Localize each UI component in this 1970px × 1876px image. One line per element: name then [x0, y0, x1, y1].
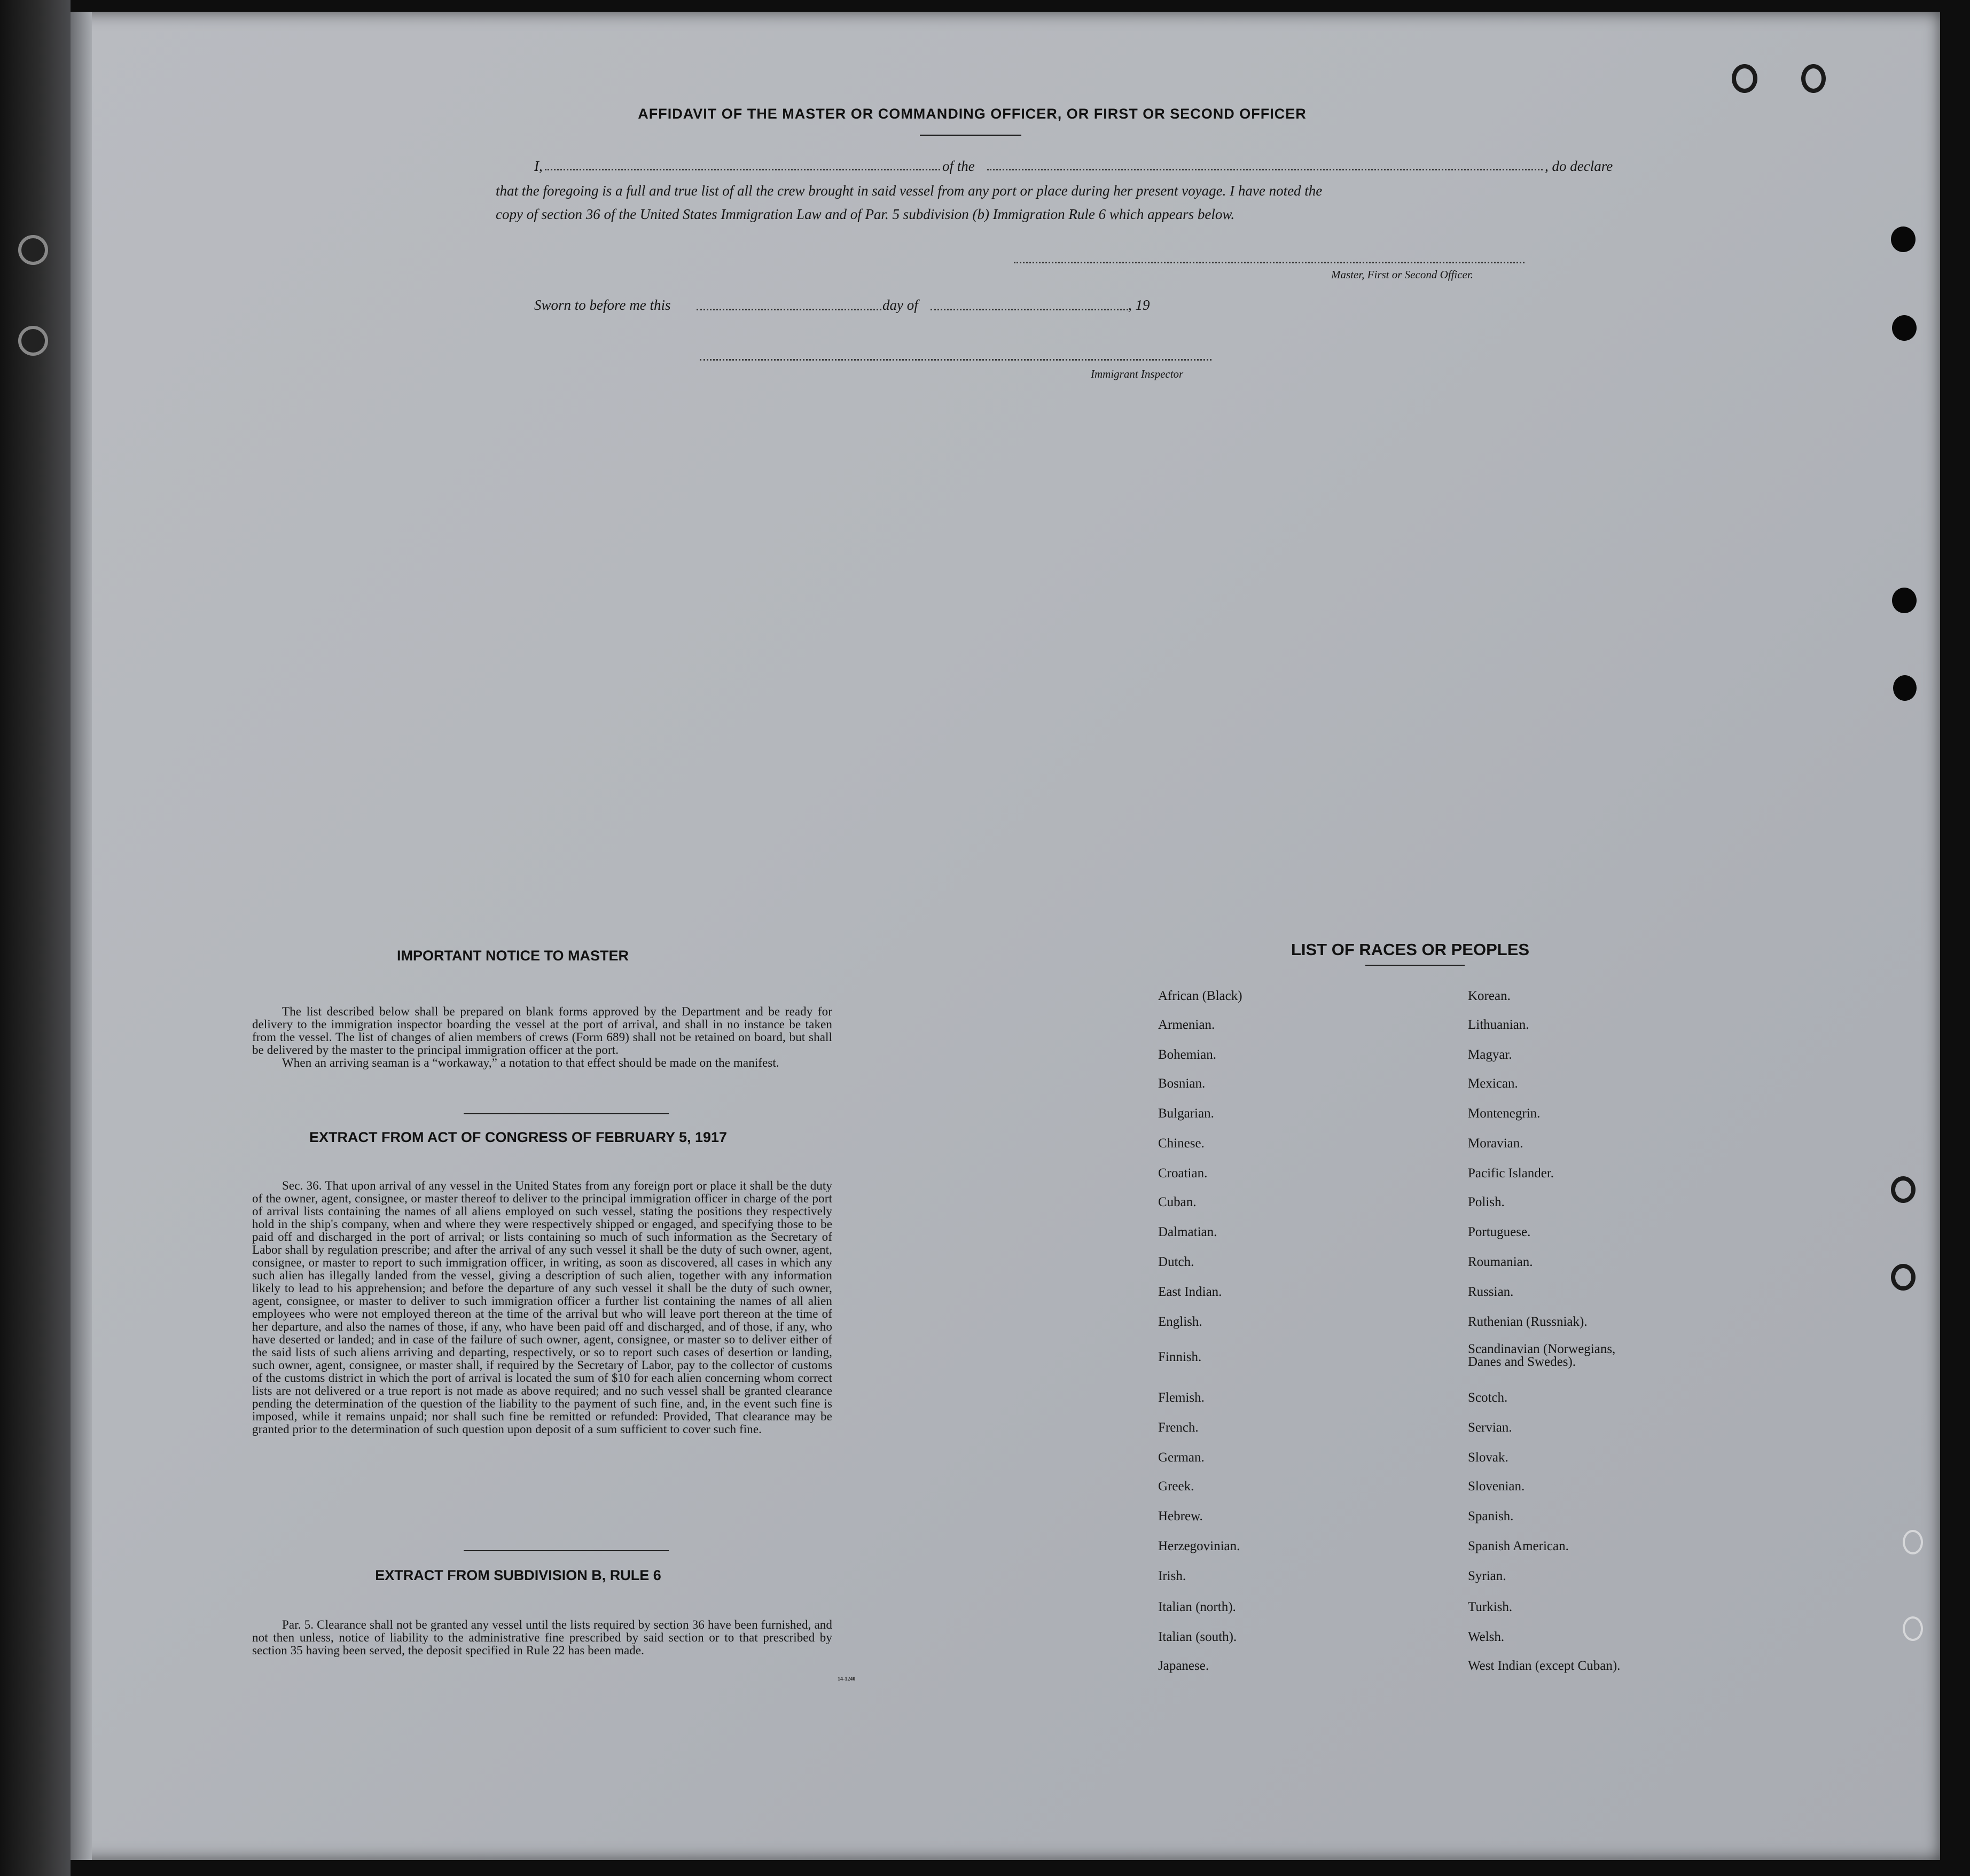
race-item: Spanish. — [1468, 1509, 1514, 1523]
affidavit-line-2: that the foregoing is a full and true list of all the crew brought in said vessel from any port or place during her present voyage. I have noted the — [496, 183, 1323, 199]
affidavit-title: AFFIDAVIT OF THE MASTER OR COMMANDING OFFICER, OR FIRST OR SECOND OFFICER — [638, 106, 1307, 122]
race-item: Cuban. — [1158, 1195, 1197, 1209]
race-item: Italian (south). — [1158, 1630, 1237, 1644]
manifest-page — [71, 12, 1940, 1860]
race-item: Portuguese. — [1468, 1225, 1531, 1239]
race-item: Finnish. — [1158, 1350, 1202, 1364]
officer-signature-line — [1014, 262, 1525, 263]
section-divider — [464, 1113, 669, 1114]
race-item: Korean. — [1468, 989, 1511, 1003]
race-item: Bohemian. — [1158, 1048, 1217, 1062]
affidavit-of-the-label: of the — [942, 158, 975, 174]
race-item: Armenian. — [1158, 1018, 1215, 1032]
punch-hole-icon — [1891, 226, 1916, 252]
page-edge-shadow — [71, 12, 92, 1860]
race-item: Syrian. — [1468, 1569, 1506, 1583]
section-divider — [464, 1550, 669, 1551]
race-item: Russian. — [1468, 1285, 1514, 1299]
race-item: Herzegovinian. — [1158, 1539, 1240, 1553]
race-item: Bulgarian. — [1158, 1106, 1214, 1121]
race-item: Turkish. — [1468, 1600, 1513, 1614]
affidavit-line-3: copy of section 36 of the United States Immigration Law and of Par. 5 subdivision (b) Immigration Rule 6 which appears below. — [496, 206, 1235, 222]
vessel-blank-line — [987, 169, 1543, 170]
race-item: Dalmatian. — [1158, 1225, 1217, 1239]
binder-ring-icon — [18, 326, 48, 356]
punch-hole-icon — [1801, 64, 1826, 93]
par-5-text: Par. 5. Clearance shall not be granted any vessel until the lists required by section 36 have been furnished, and not then unless, notice of liability to the administrative fine prescribed by said section or to that prescribed by section 35 having been served, the deposit specified in Rule 22 has been made. — [252, 1618, 832, 1657]
sworn-month-blank — [931, 309, 1128, 310]
notice-body — [252, 1005, 832, 1069]
punch-hole-icon — [1892, 588, 1917, 613]
rule-extract-body — [252, 1619, 832, 1657]
punch-hole-icon — [1891, 1264, 1916, 1291]
punch-hole-icon — [1891, 1176, 1916, 1203]
notice-paragraph-2: When an arriving seaman is a “workaway,” a notation to that effect should be made on the manifest. — [282, 1056, 779, 1069]
race-item: West Indian (except Cuban). — [1468, 1659, 1621, 1673]
race-item: Hebrew. — [1158, 1509, 1203, 1523]
punch-hole-icon — [1893, 675, 1917, 701]
punch-hole-icon — [1903, 1530, 1923, 1554]
sworn-day-blank — [697, 309, 881, 310]
race-item: Croatian. — [1158, 1166, 1208, 1181]
name-blank-line — [545, 169, 940, 170]
race-item: Slovenian. — [1468, 1479, 1525, 1494]
race-item: Japanese. — [1158, 1659, 1209, 1673]
punch-hole-icon — [1732, 64, 1757, 93]
race-item: Flemish. — [1158, 1390, 1205, 1405]
race-item: Welsh. — [1468, 1630, 1505, 1644]
sworn-day-of-label: day of — [882, 297, 918, 313]
officer-signature-caption: Master, First or Second Officer. — [1331, 268, 1473, 281]
affidavit-declare-label: , do declare — [1545, 158, 1613, 174]
race-item: German. — [1158, 1450, 1205, 1465]
rule-extract-title: EXTRACT FROM SUBDIVISION B, RULE 6 — [375, 1567, 661, 1583]
race-item: Greek. — [1158, 1479, 1194, 1494]
race-item: English. — [1158, 1315, 1202, 1329]
sworn-label: Sworn to before me this — [534, 297, 671, 313]
race-item: Bosnian. — [1158, 1076, 1206, 1091]
punch-hole-icon — [1903, 1616, 1923, 1641]
races-title-underline — [1365, 965, 1465, 966]
race-item: Lithuanian. — [1468, 1018, 1529, 1032]
race-item: Scotch. — [1468, 1390, 1508, 1405]
race-item: East Indian. — [1158, 1285, 1222, 1299]
race-item: Magyar. — [1468, 1048, 1512, 1062]
race-item: Pacific Islander. — [1468, 1166, 1554, 1181]
punch-hole-icon — [1892, 315, 1917, 341]
notice-paragraph-1: The list described below shall be prepared on blank forms approved by the Department and be ready for delivery to the immigration inspector boarding the vessel at the port of arrival, and shall in no instance be taken from the vessel. The list of changes of alien members of crews (Form 689) shall not be retained on board, but shall be delivered by the master to the principal immigration officer at the port. — [252, 1005, 832, 1057]
act-extract-title: EXTRACT FROM ACT OF CONGRESS OF FEBRUARY 5, 1917 — [309, 1129, 728, 1145]
race-item: Mexican. — [1468, 1076, 1518, 1091]
race-item: Servian. — [1468, 1420, 1512, 1435]
inspector-signature-line — [700, 359, 1211, 361]
race-item: African (Black) — [1158, 989, 1242, 1003]
title-underline — [920, 135, 1021, 136]
races-list-title: LIST OF RACES OR PEOPLES — [1291, 940, 1530, 959]
race-item: Slovak. — [1468, 1450, 1508, 1465]
race-item: Italian (north). — [1158, 1600, 1236, 1614]
race-item: Ruthenian (Russniak). — [1468, 1315, 1588, 1329]
race-item: Roumanian. — [1468, 1255, 1533, 1269]
race-item: Scandinavian (Norwegians, Danes and Swedes). — [1468, 1342, 1616, 1369]
notice-title: IMPORTANT NOTICE TO MASTER — [397, 948, 629, 964]
binder-ring-icon — [18, 235, 48, 265]
race-item: French. — [1158, 1420, 1199, 1435]
race-item: Dutch. — [1158, 1255, 1194, 1269]
race-item: Montenegrin. — [1468, 1106, 1541, 1121]
section-36-text: Sec. 36. That upon arrival of any vessel in the United States from any foreign port or place it shall be the duty of the owner, agent, consignee, or master thereof to deliver to the principal immigration officer in charge of the port of arrival lists containing the names of all aliens employed on such vessel, stating the positions they respectively hold in the ship's company, when and where they were respectively shipped or engaged, and specifying those to be paid off and discharged in the port of arrival; or lists containing so much of such information as the Secretary of Labor shall by regulation prescribe; and after the arrival of any such vessel it shall be the duty of such owner, agent, consignee, or master to report to such immigration officer, in writing, as soon as discovered, all cases in which any such alien has illegally landed from the vessel, giving a description of such alien, together with any information likely to lead to his apprehension; and before the departure of any such vessel it shall be the duty of such owner, agent, consignee, or master to deliver to such immigration officer a further list containing the names of all alien employees who were not employed thereon at the time of the arrival but who will leave port thereon at the time of her departure, and also the names of those, if any, who have been paid off and discharged, and of those, if any, who have deserted or landed; and in case of the failure of such owner, agent, consignee, or master so to deliver either of the said lists of such aliens arriving and departing, respectively, or so to report such cases of desertion or landing, such owner, agent, consignee, or master shall, if required by the Secretary of Labor, pay to the collector of customs of the customs district in which the port of arrival is located the sum of $10 for each alien concerning whom correct lists are not delivered or a true report is not made as above required; and no such vessel shall be granted clearance pending the determination of the question of the liability to the payment of such fine, and, in the event such fine is imposed, while it remains unpaid; nor shall such fine be remitted or refunded: Provided, That clearance may be granted prior to the determination of such question upon deposit of a sum sufficient to cover such fine. — [252, 1179, 832, 1436]
race-item: Moravian. — [1468, 1136, 1523, 1151]
inspector-signature-caption: Immigrant Inspector — [1091, 368, 1184, 380]
race-item: Spanish American. — [1468, 1539, 1569, 1553]
binder-edge — [0, 0, 71, 1876]
affidavit-i-label: I, — [534, 158, 543, 174]
race-item: Polish. — [1468, 1195, 1505, 1209]
sworn-year-label: , 19 — [1128, 297, 1150, 313]
race-item: Chinese. — [1158, 1136, 1205, 1151]
act-extract-body — [252, 1179, 832, 1436]
race-item: Irish. — [1158, 1569, 1186, 1583]
form-code: 14-1240 — [838, 1676, 856, 1682]
